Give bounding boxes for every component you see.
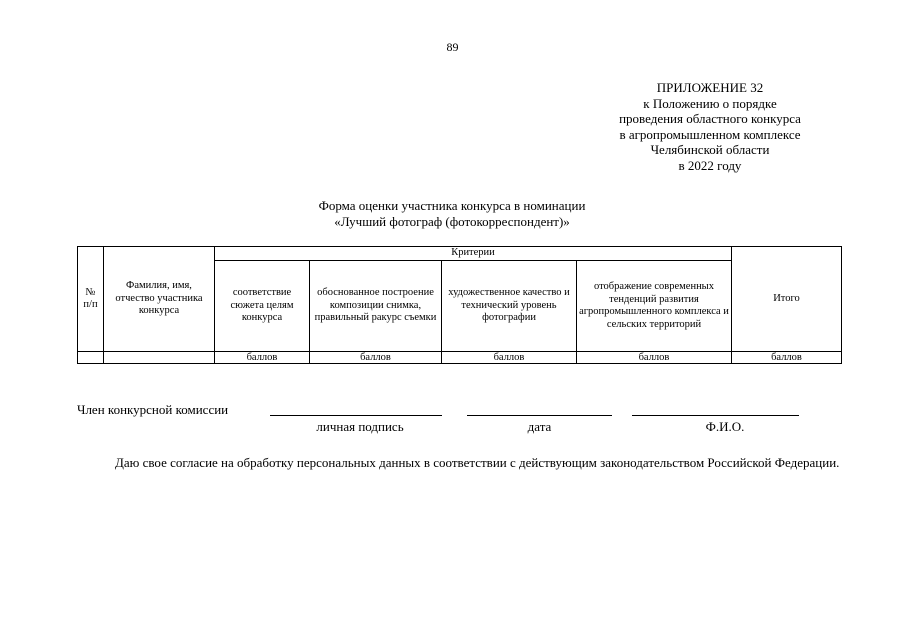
date-line (467, 415, 612, 416)
appendix-header (560, 80, 860, 173)
form-title-line: Форма оценки участника конкурса в номинации (318, 198, 586, 213)
unit-cell: баллов (215, 352, 310, 364)
date-caption: дата (527, 419, 552, 434)
consent-text: Даю свое согласие на обработку персональных данных в соответствии с действующим законодательством Российской Федерации. (115, 455, 840, 470)
table-header-row (78, 247, 842, 261)
unit-cell: баллов (577, 352, 732, 364)
criterion-cell: соответствие сюжета целям конкурса (215, 261, 310, 352)
criterion-cell: художественное качество и технический уровень фотографии (442, 261, 577, 352)
signature-label: Член конкурсной комиссии (77, 402, 229, 417)
appendix-line: в агропромышленном комплексе (619, 126, 801, 142)
header-criteria: Критерии (215, 247, 732, 261)
appendix-line: к Положению о порядке (643, 95, 777, 111)
signature-line (270, 415, 442, 416)
appendix-line: проведения областного конкурса (619, 111, 801, 126)
signature-caption: личная подпись (316, 419, 404, 434)
units-row (78, 352, 842, 364)
appendix-line: Челябинской области (650, 142, 770, 157)
form-title-line: «Лучший фотограф (фотокорреспондент)» (334, 214, 570, 229)
criterion-cell: обоснованное построение композиции снимка, правильный ракурс съемки (310, 261, 442, 352)
header-name: Фамилия, имя, отчество участника конкурса (104, 247, 215, 352)
form-title (202, 198, 702, 230)
empty-cell (78, 352, 104, 364)
empty-cell (104, 352, 215, 364)
page-number: 89 (446, 40, 459, 54)
header-total: Итого (732, 247, 842, 352)
header-number: № п/п (78, 247, 104, 352)
evaluation-table (77, 246, 842, 364)
name-line (632, 415, 799, 416)
unit-cell: баллов (442, 352, 577, 364)
appendix-line: в 2022 году (678, 157, 742, 173)
unit-cell: баллов (310, 352, 442, 364)
unit-cell: баллов (732, 352, 842, 364)
appendix-line: ПРИЛОЖЕНИЕ 32 (656, 80, 764, 95)
name-caption: Ф.И.О. (705, 419, 745, 434)
criterion-cell: отображение современных тенденций развития агропромышленного комплекса и сельских территорий (577, 261, 732, 352)
